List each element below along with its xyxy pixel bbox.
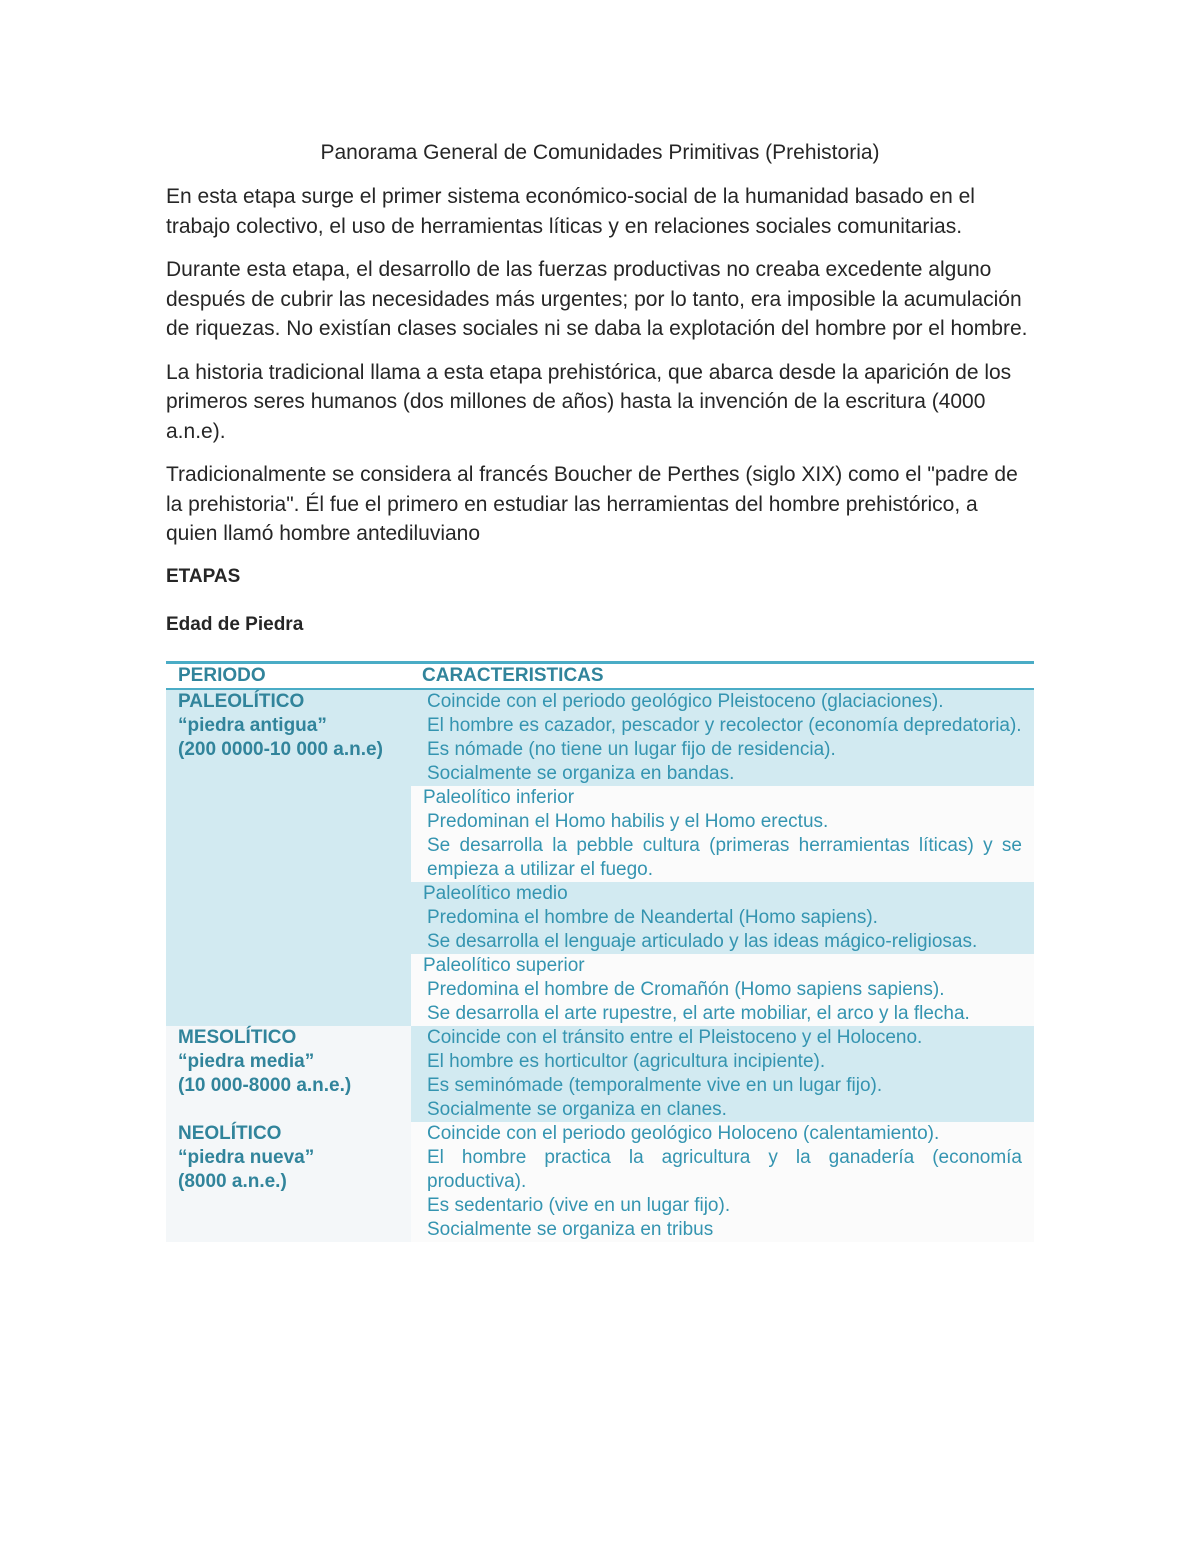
period-meaning: “piedra antigua” bbox=[178, 714, 327, 736]
period-cell-paleolitico bbox=[166, 690, 411, 1026]
cell-paleolitico-medio bbox=[411, 882, 1034, 954]
table-header-row bbox=[166, 664, 1034, 690]
period-dates: (200 0000-10 000 a.n.e) bbox=[178, 738, 383, 760]
list-item: Predomina el hombre de Cromañón (Homo sapiens sapiens). bbox=[427, 978, 945, 1000]
document-title: Panorama General de Comunidades Primitivas (Prehistoria) bbox=[320, 141, 880, 164]
subperiod-title: Paleolítico superior bbox=[423, 954, 585, 976]
paragraph-4: Tradicionalmente se considera al francés Boucher de Perthes (siglo XIX) como el "padre de la prehistoria". Él fue el primero en estudiar las herramientas del hombre prehistórico, a quien llamó hombre antediluviano bbox=[166, 463, 1018, 545]
period-name: PALEOLÍTICO bbox=[178, 690, 305, 712]
subperiod-title: Paleolítico inferior bbox=[423, 786, 575, 808]
subperiod-title: Paleolítico medio bbox=[423, 882, 568, 904]
periods-table bbox=[166, 661, 1034, 1242]
list-item: Socialmente se organiza en tribus bbox=[427, 1218, 714, 1240]
list-item: Predomina el hombre de Neandertal (Homo sapiens). bbox=[427, 906, 878, 928]
paragraph-2: Durante esta etapa, el desarrollo de las fuerzas productivas no creaba excedente alguno después de cubrir las necesidades más urgentes; por lo tanto, era imposible la acumulación de riquezas. No existían clases sociales ni se daba la explotación del hombre por el hombre. bbox=[166, 258, 1028, 340]
row-neolitico bbox=[166, 1122, 1034, 1242]
list-item: Coincide con el tránsito entre el Pleistoceno y el Holoceno. bbox=[427, 1026, 923, 1048]
period-name: NEOLÍTICO bbox=[178, 1122, 282, 1144]
period-meaning: “piedra nueva” bbox=[178, 1146, 315, 1168]
period-meaning: “piedra media” bbox=[178, 1050, 315, 1072]
period-dates: (10 000-8000 a.n.e.) bbox=[178, 1074, 352, 1096]
characteristics-mesolitico bbox=[411, 1026, 1034, 1122]
list-item: Coincide con el periodo geológico Holoceno (calentamiento). bbox=[427, 1122, 940, 1144]
list-item: El hombre practica la agricultura y la ganadería (economía productiva). bbox=[427, 1146, 1022, 1192]
header-caracteristicas: CARACTERISTICAS bbox=[422, 664, 604, 686]
characteristics-neolitico bbox=[411, 1122, 1034, 1242]
heading-edad-de-piedra: Edad de Piedra bbox=[166, 613, 304, 635]
row-paleolitico bbox=[166, 690, 1034, 1026]
header-periodo: PERIODO bbox=[178, 664, 266, 686]
list-item: Se desarrolla el arte rupestre, el arte mobiliar, el arco y la flecha. bbox=[427, 1002, 970, 1024]
list-item: Se desarrolla el lenguaje articulado y las ideas mágico-religiosas. bbox=[427, 930, 978, 952]
list-item: El hombre es horticultor (agricultura incipiente). bbox=[427, 1050, 826, 1072]
cell-paleolitico-inferior bbox=[411, 786, 1034, 882]
list-item: Es nómade (no tiene un lugar fijo de residencia). bbox=[427, 738, 836, 760]
period-cell-neolitico bbox=[166, 1122, 411, 1242]
cell-paleolitico-superior bbox=[411, 954, 1034, 1026]
cell-paleolitico-general bbox=[411, 690, 1034, 786]
list-item: Predominan el Homo habilis y el Homo erectus. bbox=[427, 810, 829, 832]
list-item: Se desarrolla la pebble cultura (primeras herramientas líticas) y se empieza a utilizar el fuego. bbox=[427, 834, 1022, 880]
heading-etapas: ETAPAS bbox=[166, 565, 241, 587]
characteristics-paleolitico bbox=[411, 690, 1034, 1026]
cell-neolitico bbox=[411, 1122, 1034, 1242]
period-cell-mesolitico bbox=[166, 1026, 411, 1122]
list-item: Es seminómade (temporalmente vive en un lugar fijo). bbox=[427, 1074, 883, 1096]
paragraph-1: En esta etapa surge el primer sistema económico-social de la humanidad basado en el trabajo colectivo, el uso de herramientas líticas y en relaciones sociales comunitarias. bbox=[166, 185, 975, 238]
list-item: Socialmente se organiza en bandas. bbox=[427, 762, 735, 784]
row-mesolitico bbox=[166, 1026, 1034, 1122]
paragraph-3: La historia tradicional llama a esta etapa prehistórica, que abarca desde la aparición de los primeros seres humanos (dos millones de años) hasta la invención de la escritura (4000 a.n.e). bbox=[166, 360, 1012, 443]
period-dates: (8000 a.n.e.) bbox=[178, 1170, 287, 1192]
list-item: El hombre es cazador, pescador y recolector (economía depredatoria). bbox=[427, 714, 1022, 736]
document-body bbox=[166, 138, 1034, 1242]
list-item: Socialmente se organiza en clanes. bbox=[427, 1098, 727, 1120]
period-name: MESOLÍTICO bbox=[178, 1026, 297, 1048]
list-item: Coincide con el periodo geológico Pleistoceno (glaciaciones). bbox=[427, 690, 944, 712]
list-item: Es sedentario (vive en un lugar fijo). bbox=[427, 1194, 731, 1216]
cell-mesolitico bbox=[411, 1026, 1034, 1122]
